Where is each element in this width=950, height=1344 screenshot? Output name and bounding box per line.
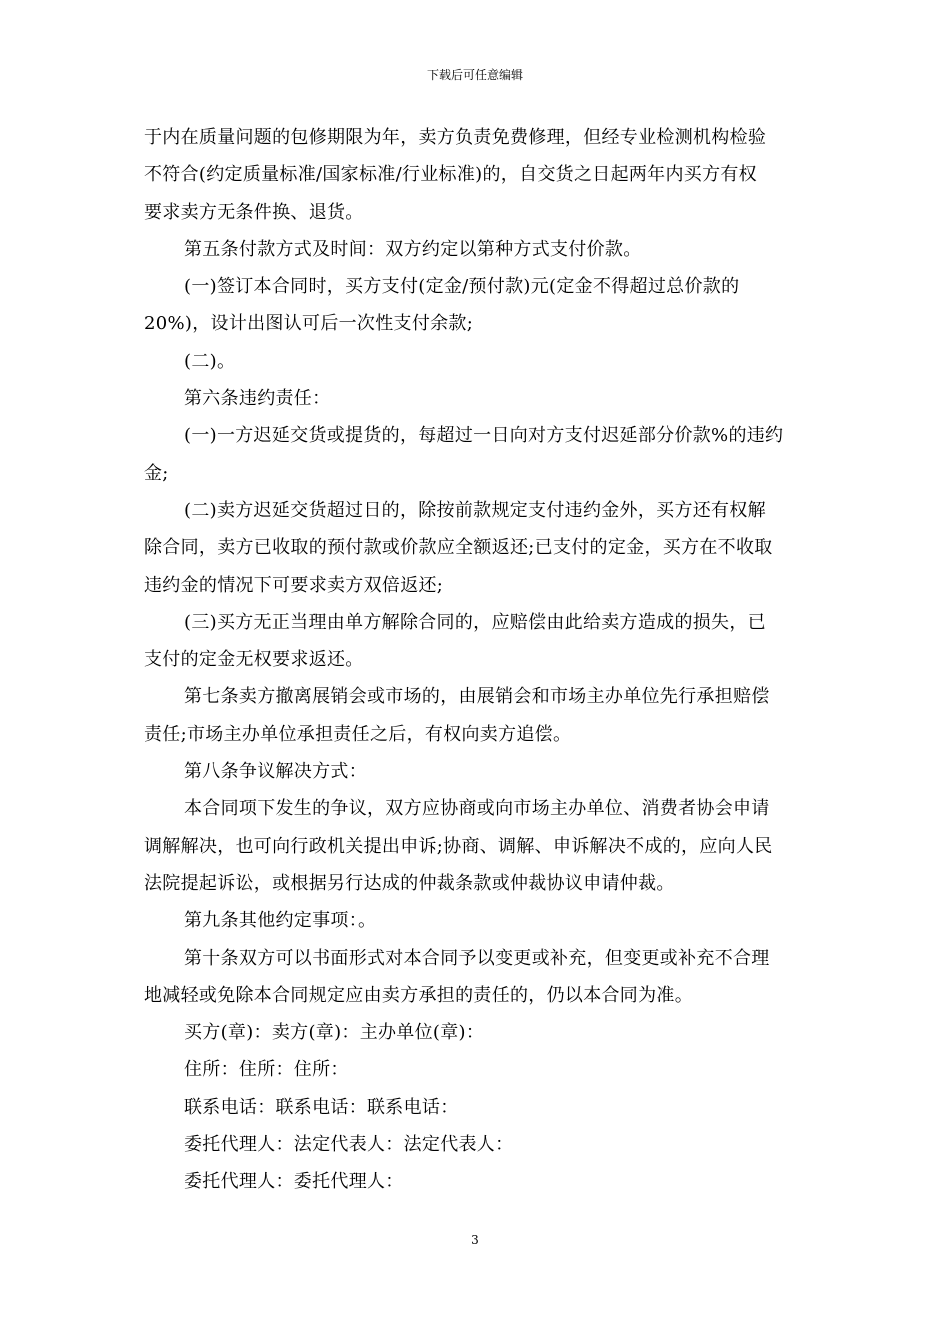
text-line: (二)卖方迟延交货超过日的，除按前款规定支付违约金外，买方还有权解 [184, 499, 766, 521]
text-line: (一)一方迟延交货或提货的，每超过一日向对方支付迟延部分价款%的违约 [184, 425, 784, 447]
text-line: 于内在质量问题的包修期限为年，卖方负责免费修理，但经专业检测机构检验 [144, 127, 767, 148]
text-line: 支付的定金无权要求返还。 [144, 649, 364, 671]
document-body [144, 119, 806, 1201]
text-line: 金; [144, 462, 169, 484]
text-line: 违约金的情况下可要求卖方双倍返还; [144, 574, 444, 596]
text-line: (三)买方无正当理由单方解除合同的，应赔偿由此给卖方造成的损失，已 [184, 611, 766, 633]
text-line: 要求卖方无条件换、退货。 [144, 201, 364, 223]
text-line: 联系电话：联系电话：联系电话： [184, 1096, 459, 1118]
text-line: 第六条违约责任： [184, 388, 331, 410]
text-line: 第五条付款方式及时间：双方约定以第种方式支付价款。 [184, 238, 642, 260]
page-number: 3 [471, 1233, 479, 1247]
text-line: 除合同，卖方已收取的预付款或价款应全额返还;已支付的定金，买方在不收取 [144, 537, 773, 559]
text-line: 委托代理人：法定代表人：法定代表人： [184, 1134, 514, 1156]
text-line: 第七条卖方撤离展销会或市场的，由展销会和市场主办单位先行承担赔偿 [184, 686, 770, 708]
text-line: 住所：住所：住所： [184, 1059, 349, 1081]
text-line: 地减轻或免除本合同规定应由卖方承担的责任的，仍以本合同为准。 [144, 984, 693, 1006]
text-line: 20%)，设计出图认可后一次性支付余款; [144, 313, 474, 335]
text-line: 第八条争议解决方式： [184, 761, 367, 783]
text-line: 不符合(约定质量标准/国家标准/行业标准)的，自交货之日起两年内买方有权 [144, 164, 757, 186]
text-line: 买方(章)：卖方(章)：主办单位(章)： [184, 1022, 485, 1044]
text-line: 第十条双方可以书面形式对本合同予以变更或补充，但变更或补充不合理 [184, 947, 770, 969]
text-line: 第九条其他约定事项：。 [184, 910, 377, 932]
text-line: 责任;市场主办单位承担责任之后，有权向卖方追偿。 [144, 723, 572, 745]
page-header: 下载后可任意编辑 [426, 68, 523, 82]
text-line: 委托代理人：委托代理人： [184, 1171, 404, 1193]
text-line: (二)。 [184, 350, 236, 372]
text-line: 法院提起诉讼，或根据另行达成的仲裁条款或仲裁协议申请仲裁。 [144, 872, 675, 894]
text-line: 调解解决，也可向行政机关提出申诉;协商、调解、申诉解决不成的，应向人民 [144, 835, 773, 857]
text-line: 本合同项下发生的争议，双方应协商或向市场主办单位、消费者协会申请 [184, 798, 770, 820]
text-line: (一)签订本合同时，买方支付(定金/预付款)元(定金不得超过总价款的 [184, 276, 740, 298]
